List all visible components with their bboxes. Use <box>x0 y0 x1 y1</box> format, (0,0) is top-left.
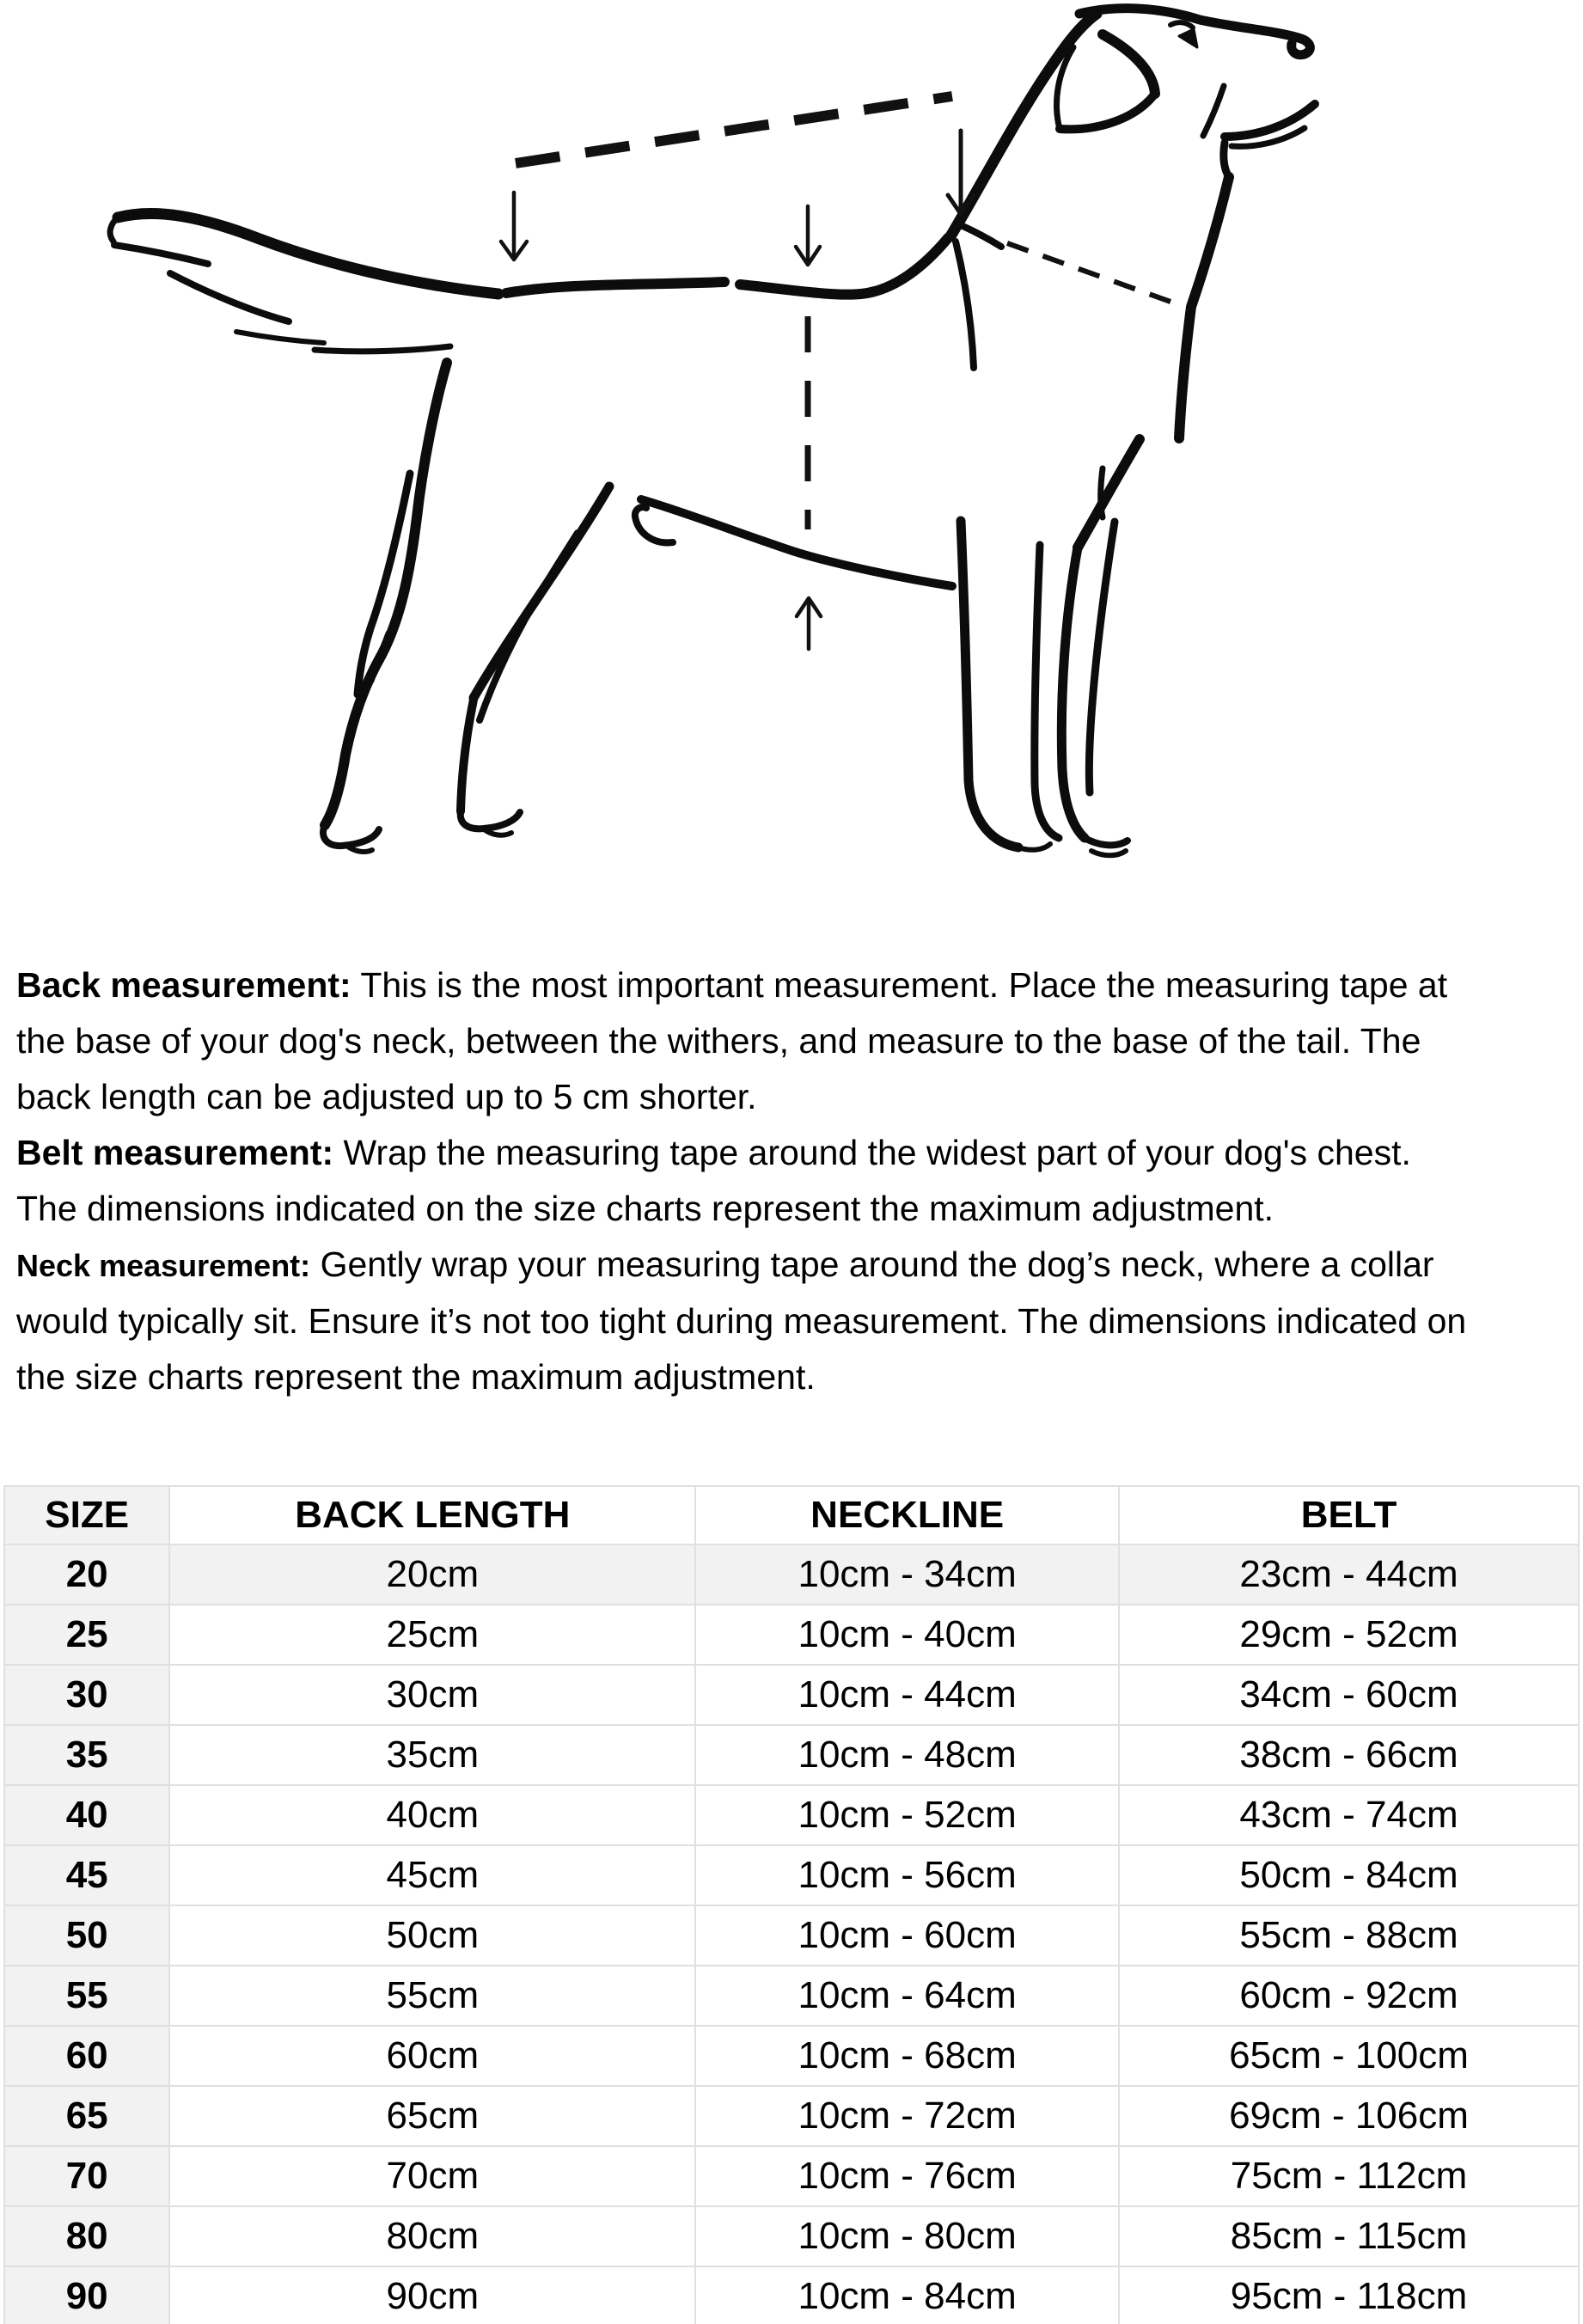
paragraph-line: back length can be adjusted up to 5 cm shorter. <box>16 1077 757 1116</box>
measurement-cell: 25cm <box>169 1605 695 1665</box>
size-cell: 90 <box>4 2266 169 2324</box>
header-belt: BELT <box>1119 1486 1579 1544</box>
table-row <box>4 2026 1579 2086</box>
measurement-cell: 75cm - 112cm <box>1119 2146 1579 2206</box>
measurement-cell: 10cm - 48cm <box>695 1725 1119 1785</box>
size-cell: 20 <box>4 1544 169 1605</box>
measurement-cell: 29cm - 52cm <box>1119 1605 1579 1665</box>
near-hind-leg-inner <box>480 533 578 720</box>
table-row <box>4 1725 1579 1785</box>
size-cell: 45 <box>4 1845 169 1905</box>
paragraph-line: the base of your dog's neck, between the withers, and measure to the base of the tail. The <box>16 1021 1421 1061</box>
back-line <box>740 238 948 295</box>
paragraph-line: the size charts represent the maximum adjustment. <box>16 1357 816 1397</box>
measurement-cell: 55cm <box>169 1966 695 2026</box>
table-row <box>4 1966 1579 2026</box>
belt-measurement-paragraph <box>16 1125 1567 1237</box>
hind-paw <box>323 825 379 846</box>
measurement-cell: 10cm - 68cm <box>695 2026 1119 2086</box>
elbow-accent <box>1101 468 1103 517</box>
size-cell: 60 <box>4 2026 169 2086</box>
tail-stroke <box>236 332 324 343</box>
measurement-cell: 60cm - 92cm <box>1119 1966 1579 2026</box>
measurement-cell: 45cm <box>169 1845 695 1905</box>
measurement-cell: 10cm - 40cm <box>695 1605 1119 1665</box>
measurement-cell: 10cm - 80cm <box>695 2206 1119 2266</box>
measurement-cell: 10cm - 76cm <box>695 2146 1119 2206</box>
cheek-accent <box>1203 86 1224 136</box>
near-front-paw <box>1085 838 1128 845</box>
size-chart-section <box>3 1485 1580 2324</box>
measurement-cell: 50cm <box>169 1905 695 1966</box>
near-hind-shin <box>461 700 474 811</box>
neck-measurement-label: Neck measurement: <box>16 1248 311 1283</box>
table-row <box>4 2266 1579 2324</box>
table-row <box>4 1845 1579 1905</box>
measurement-cell: 65cm - 100cm <box>1119 2026 1579 2086</box>
shoulder-accent <box>956 242 974 368</box>
size-cell: 80 <box>4 2206 169 2266</box>
header-row <box>4 1486 1579 1544</box>
belly-tuft <box>635 507 673 542</box>
size-cell: 35 <box>4 1725 169 1785</box>
table-row <box>4 1905 1579 1966</box>
paragraph-line: The dimensions indicated on the size charts represent the maximum adjustment. <box>16 1189 1274 1228</box>
measurement-cell: 38cm - 66cm <box>1119 1725 1579 1785</box>
table-row <box>4 1785 1579 1845</box>
measurement-cell: 30cm <box>169 1665 695 1725</box>
measurement-cell: 23cm - 44cm <box>1119 1544 1579 1605</box>
size-cell: 30 <box>4 1665 169 1725</box>
ear-bottom <box>1060 94 1155 129</box>
measurement-cell: 50cm - 84cm <box>1119 1845 1579 1905</box>
measurement-cell: 90cm <box>169 2266 695 2324</box>
rump-hind-leg <box>325 363 447 825</box>
paragraph-line: Gently wrap your measuring tape around the dog’s neck, where a collar <box>310 1245 1434 1284</box>
measurement-cell: 95cm - 118cm <box>1119 2266 1579 2324</box>
size-cell: 70 <box>4 2146 169 2206</box>
tail-tip-curl <box>110 217 118 242</box>
size-cell: 25 <box>4 1605 169 1665</box>
far-front-leg-back-edge <box>961 521 1018 847</box>
near-front-paw-toe <box>1091 851 1126 855</box>
far-front-leg-front-edge <box>1035 545 1059 838</box>
measurement-cell: 10cm - 60cm <box>695 1905 1119 1966</box>
back-line <box>506 282 724 293</box>
belt-measurement-label: Belt measurement: <box>16 1133 334 1172</box>
measurement-cell: 70cm <box>169 2146 695 2206</box>
far-ear-mark <box>1170 22 1193 28</box>
size-chart-table <box>3 1485 1580 2324</box>
paragraph-line: This is the most important measurement. Place the measuring tape at <box>351 965 1448 1005</box>
header-size: SIZE <box>4 1486 169 1544</box>
measurement-cell: 10cm - 52cm <box>695 1785 1119 1845</box>
measurement-cell: 10cm - 64cm <box>695 1966 1119 2026</box>
table-row <box>4 2146 1579 2206</box>
measurement-cell: 40cm <box>169 1785 695 1845</box>
measurement-cell: 65cm <box>169 2086 695 2146</box>
measurement-cell: 55cm - 88cm <box>1119 1905 1579 1966</box>
measurement-cell: 35cm <box>169 1725 695 1785</box>
back-length-dashed-line <box>516 96 952 163</box>
dog-illustration <box>0 0 1583 928</box>
size-chart-header <box>4 1486 1579 1544</box>
chin <box>1224 143 1229 177</box>
withers-tuft <box>961 225 1001 247</box>
belly-line <box>641 499 952 586</box>
measurement-cell: 10cm - 56cm <box>695 1845 1119 1905</box>
measurement-cell: 60cm <box>169 2026 695 2086</box>
header-back-length: BACK LENGTH <box>169 1486 695 1544</box>
tail-stroke <box>315 346 450 352</box>
header-neckline: NECKLINE <box>695 1486 1119 1544</box>
chest-line <box>1078 439 1140 547</box>
measurement-cell: 10cm - 34cm <box>695 1544 1119 1605</box>
measurement-cell: 85cm - 115cm <box>1119 2206 1579 2266</box>
table-row <box>4 1605 1579 1665</box>
far-front-paw-toe <box>1018 844 1050 850</box>
throat-neck-front <box>1179 177 1229 438</box>
size-cell: 55 <box>4 1966 169 2026</box>
table-row <box>4 2206 1579 2266</box>
neck-measurement-paragraph <box>16 1237 1567 1405</box>
measurement-cell: 10cm - 72cm <box>695 2086 1119 2146</box>
near-front-leg-front-edge <box>1061 547 1085 838</box>
eye <box>1179 29 1197 47</box>
table-row <box>4 1544 1579 1605</box>
size-cell: 40 <box>4 1785 169 1845</box>
measurement-instructions <box>0 957 1583 1405</box>
paragraph-line: would typically sit. Ensure it’s not too tight during measurement. The dimensions indicated on <box>16 1301 1467 1341</box>
neckline-dashed-line <box>1007 243 1170 302</box>
size-chart-body <box>4 1544 1579 2324</box>
ear-outer <box>1103 34 1155 94</box>
near-hind-paw <box>461 811 520 829</box>
table-row <box>4 2086 1579 2146</box>
measurement-cell: 43cm - 74cm <box>1119 1785 1579 1845</box>
near-front-leg-back-edge <box>1089 522 1115 792</box>
measurement-cell: 20cm <box>169 1544 695 1605</box>
measurement-cell: 10cm - 44cm <box>695 1665 1119 1725</box>
measurement-cell: 80cm <box>169 2206 695 2266</box>
size-cell: 65 <box>4 2086 169 2146</box>
tail-stroke <box>114 245 208 264</box>
tail-stroke <box>170 273 289 321</box>
dog-line-art <box>110 9 1315 856</box>
measurement-cell: 34cm - 60cm <box>1119 1665 1579 1725</box>
table-row <box>4 1665 1579 1725</box>
back-measurement-paragraph <box>16 957 1567 1125</box>
dog-measurement-figure <box>0 0 1583 928</box>
size-cell: 50 <box>4 1905 169 1966</box>
measurement-cell: 10cm - 84cm <box>695 2266 1119 2324</box>
back-measurement-label: Back measurement: <box>16 965 351 1005</box>
paragraph-line: Wrap the measuring tape around the widest part of your dog's chest. <box>333 1133 1411 1172</box>
measurement-cell: 69cm - 106cm <box>1119 2086 1579 2146</box>
